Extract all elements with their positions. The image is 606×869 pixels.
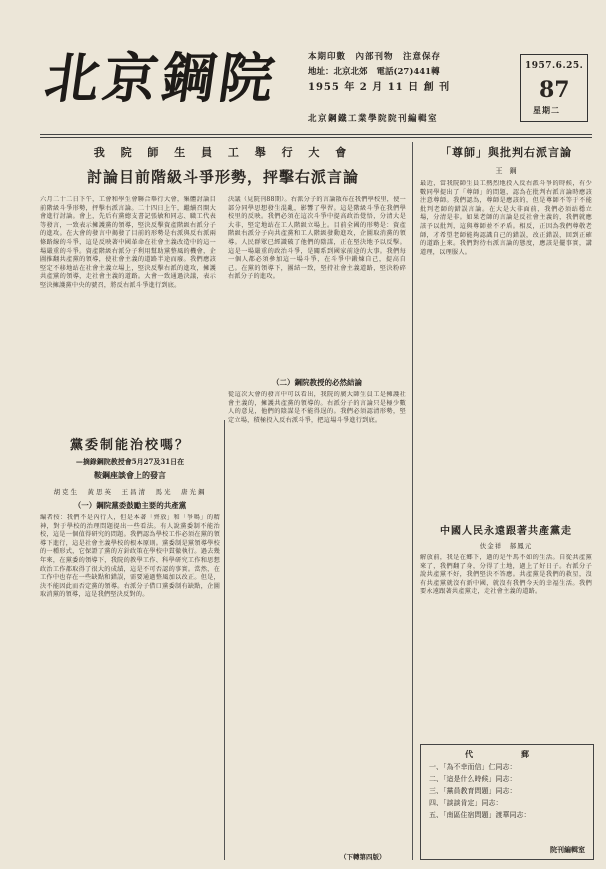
mail-notice-item: 一、「為不幸而信」仁同志： bbox=[429, 763, 517, 771]
issue-date: 1957.6.25. bbox=[525, 61, 584, 71]
mail-notice-item: 二、「這是什么時候」同志： bbox=[429, 775, 517, 783]
article2-authors: 胡克生 黃思英 王昌清 馬光 唐光鋼 bbox=[53, 488, 207, 496]
article2-headline: 黨委制能治校嗎？ bbox=[69, 438, 190, 453]
article2-section-head: （一）鋼院黨委鼓勵主要的共產黨 bbox=[73, 501, 187, 510]
article-party-committee bbox=[40, 434, 220, 834]
newspaper-title: 北京鋼院 bbox=[41, 46, 283, 110]
article-body-col-a: 六月二十二日下午，工會和學生會聯合舉行大會，集體討論目前階級斗爭形勢，抨擊右派言論。二十四日上午，繼續召開大會進行討論。會上，先后有黨總支書記張敏和同志、職工代表等發言，一致表示擁護黨的領導，堅決反擊資產階級右派分子的進攻。在大會的發言中揭發了目前的形勢是右派與反右派兩條路線的斗爭，這是反映著中國革命在社會主義改造中的這一場嚴重的斗爭。資產階級右派分子利用幫助黨整風的機會，企圖推翻共產黨的領導，使社會主義的道路半途而廢。我們應該堅定不移地站在社會主義立場上，堅決反擊右派的進攻，擁護共產黨的領導，走社會主義的道路。大會一致通過決議，表示堅決擁護黨中央的號召，將反右派斗爭進行到底。 bbox=[40, 196, 216, 289]
circulation-note: 本期印數 內部刊物 注意保存 bbox=[308, 52, 442, 62]
article2-note: —摘錄鋼院教授會5月27及31日在 bbox=[75, 457, 185, 466]
masthead bbox=[40, 18, 592, 128]
mail-notice-title: 代 郵 bbox=[465, 749, 549, 759]
weekday: 星期二 bbox=[533, 105, 560, 115]
mail-notice-box bbox=[420, 744, 594, 860]
right-article2-body: 解放前，我是在鄉下，過的是牛馬不如的生活。自從共產黨來了，我們翻了身，分得了土地，過上了好日子。右派分子說共產黨不好，我們堅決不答應。共產黨是我們的救星，沒有共產黨就沒有新中國，就沒有我們今天的幸福生活。我們要永遠跟著共產黨走，走社會主義的道路。 bbox=[420, 554, 592, 596]
mail-notice-footer: 院刊編輯室 bbox=[550, 845, 585, 854]
phone: 電話(27)441轉 bbox=[376, 67, 440, 77]
mail-notice-item: 四、「談談肯定」同志： bbox=[429, 799, 503, 807]
address-phone bbox=[308, 65, 488, 80]
masthead-meta bbox=[308, 50, 488, 95]
issue-box bbox=[520, 54, 588, 122]
masthead-rule-2 bbox=[40, 137, 592, 138]
article2-subtitle: 鞍鋼座談會上的發言 bbox=[94, 470, 166, 480]
mail-notice-item: 三、「黨員教育問題」同志： bbox=[429, 787, 517, 795]
mail-notice-item: 五、「南區住宿問題」渡華同志： bbox=[429, 811, 531, 819]
right-article-headline: 「尊師」與批判右派言論 bbox=[440, 146, 572, 159]
col-b-text: 決議（見院刊88期）。右派分子的言論散布在我們學校里，使一部分同學思想發生混亂，影響了學習。這是階級斗爭在我們學校里的反映。我們必須在這次斗爭中提高政治覺悟，分清大是大非，堅定地站在工人階級立場上。目前全國的形勢是：資產階級右派分子向共產黨和工人階級發動進攻，企圖取消黨的領導。人民群眾已經識破了他們的陰謀，正在堅決地予以反擊。這是一場嚴重的政治斗爭，是關系到國家前途的大事。我們每一個人都必須參加這一場斗爭，在斗爭中鍛煉自己，提高自己。在黨的領導下，團結一致，堅持社會主義道路，堅決粉碎右派分子的進攻。 bbox=[228, 196, 406, 281]
col-b-subhead: （二）鋼院教授的必然結論 bbox=[272, 378, 362, 387]
article-headline: 討論目前階級斗爭形勢，抨擊右派言論 bbox=[86, 168, 359, 186]
address: 地址：北京北郊 bbox=[308, 67, 368, 77]
founded-date: 1955 年 2 月 11 日 創 刊 bbox=[308, 82, 451, 93]
article2-body: 編者按：我們不是內行人，但是本著「齊放」和「爭鳴」的精神，對于學校的治理問題提出一些看法。有人說黨委制不能治校，這是一個值得研究的問題。我們認為學校工作必須在黨的領導下進行，這是社會主義學校的根本原則。黨委制是黨領導學校的一種形式，它保證了黨的方針政策在學校中貫徹執行。過去幾年來，在黨委的領導下，我院的教學工作、科學研究工作和思想政治工作都取得了很大的成績，這是不可否認的事實。當然，在工作中也存在一些缺點和錯誤，需要通過整風加以改正。但是，決不能因此而否定黨的領導。右派分子借口黨委制有缺點，企圖取消黨的領導，這是我們堅決反對的。 bbox=[40, 514, 220, 599]
masthead-rule bbox=[40, 134, 592, 135]
right-column bbox=[420, 144, 592, 742]
article-body-col-b bbox=[228, 196, 406, 696]
column-divider bbox=[224, 420, 225, 860]
right-article2-author: 伕金祥 郝鳳元 bbox=[479, 542, 533, 550]
right-article-author: 王 鋼 bbox=[495, 167, 517, 175]
col-b-text-2: 從這次大會的發言中可以看出，我院的廣大師生員工是擁護社會主義的，擁護共產黨的領導的。右派分子的言論只是極少數人的意見，他們的陰謀是不能得逞的。我們必須認清形勢，堅定立場，積極投入反右派斗爭，把這場斗爭進行到底。 bbox=[228, 391, 406, 424]
article-kicker: 我 院 師 生 員 工 舉 行 大 會 bbox=[93, 146, 353, 159]
column-divider bbox=[412, 142, 413, 860]
continued-note: （下轉第四版） bbox=[340, 853, 386, 861]
right-article2-headline: 中國人民永遠跟著共產黨走 bbox=[440, 526, 572, 537]
main-article bbox=[40, 144, 406, 599]
publisher: 北京鋼鐵工業學院院刊編輯室 bbox=[308, 114, 439, 124]
right-article-body: 最近，當我院師生員工熱烈地投入反右派斗爭的時候，有少數同學提出了「尊師」的問題，認為在批判右派言論時應該注意尊師。我們認為，尊師是應該的，但是尊師不等于不能批判老師的錯誤言論。在大是大非面前，我們必須站穩立場，分清是非。如果老師的言論是反社會主義的，我們就應該予以批判，這與尊師並不矛盾。相反，正因為我們尊敬老師，才希望老師能夠認識自己的錯誤，改正錯誤，回到正確的道路上來。我們對待右派言論的態度，應該是擺事實，講道理，以理服人。 bbox=[420, 180, 592, 256]
issue-number: 87 bbox=[539, 77, 570, 103]
